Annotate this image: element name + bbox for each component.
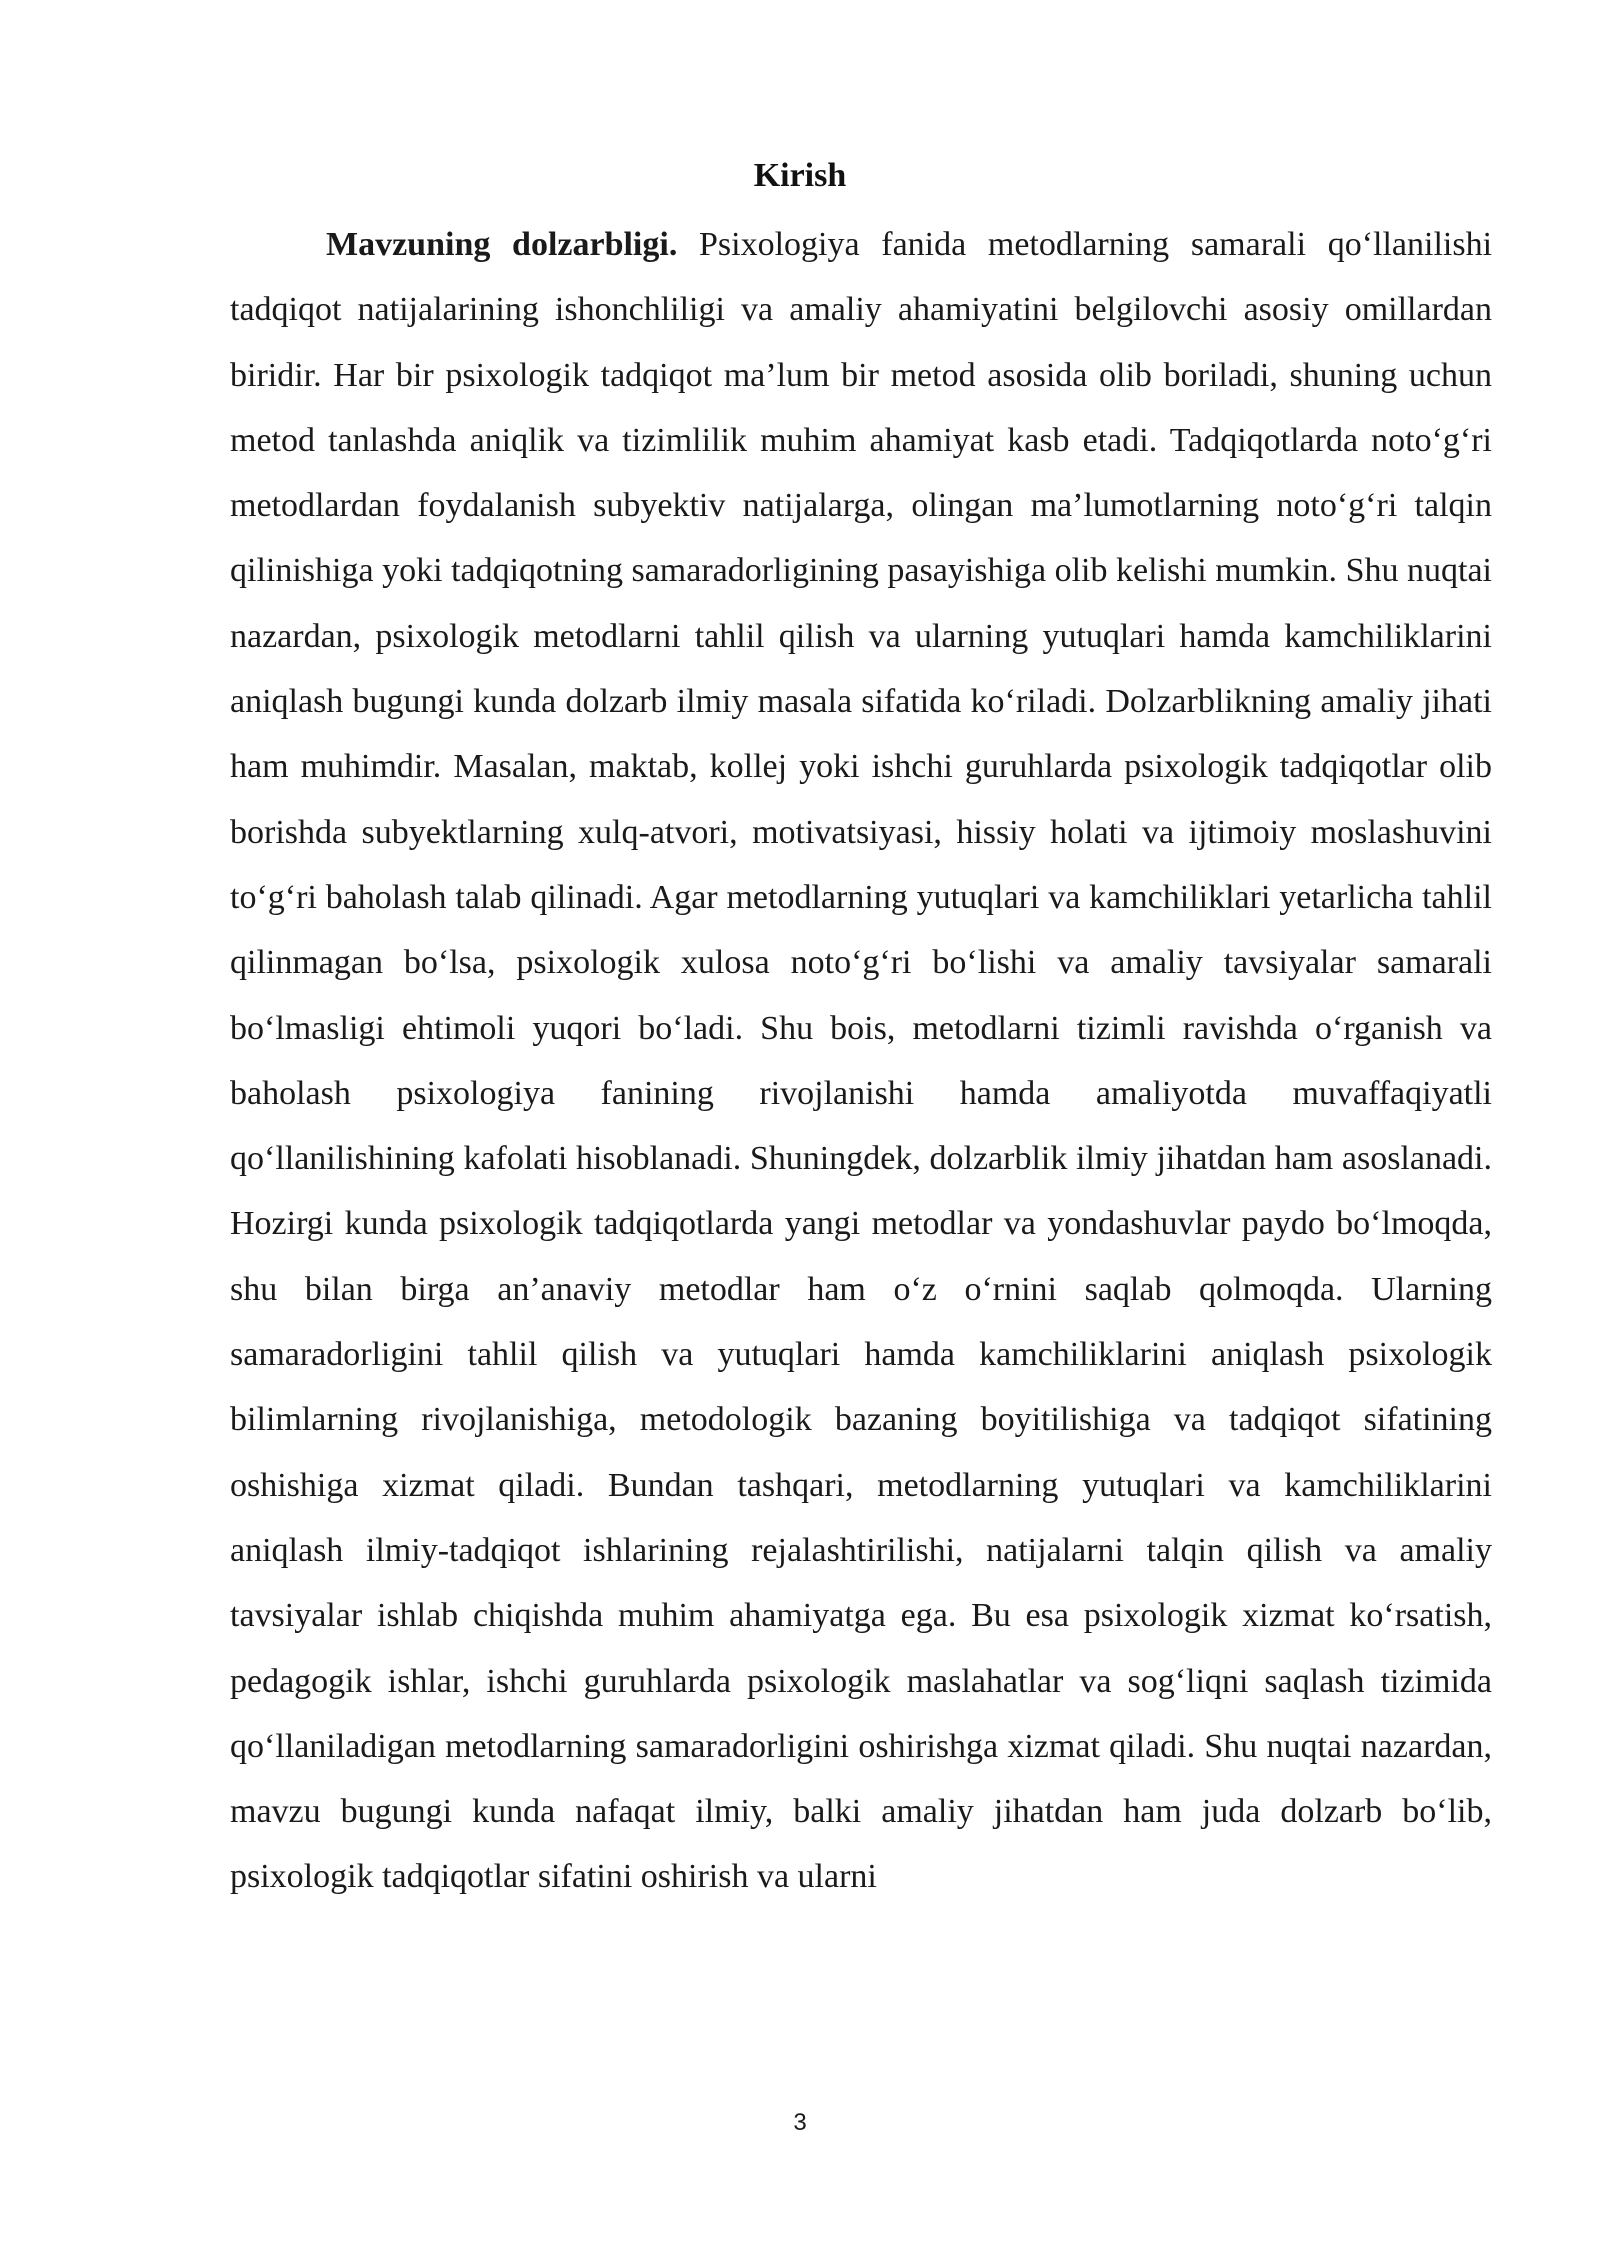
- page-number: 3: [793, 2109, 807, 2136]
- body-paragraph: [230, 212, 1492, 1910]
- paragraph-text: Psixologiya fanida metodlarning samarali qo‘llanilishi tadqiqot natijalarining ishonchliligi va amaliy ahamiyatini belgilovchi asosiy omillardan biridir. Har bir psixologik tadqiqot ma’lum bir metod asosida olib boriladi, shuning uchun metod tanlashda aniqlik va tizimlilik muhim ahamiyat kasb etadi. Tadqiqotlarda noto‘g‘ri metodlardan foydalanish subyektiv natijalarga, olingan ma’lumotlarning noto‘g‘ri talqin qilinishiga yoki tadqiqotning samaradorligining pasayishiga olib kelishi mumkin. Shu nuqtai nazardan, psixologik metodlarni tahlil qilish va ularning yutuqlari hamda kamchiliklarini aniqlash bugungi kunda dolzarb ilmiy masala sifatida ko‘riladi. Dolzarblikning amaliy jihati ham muhimdir. Masalan, maktab, kollej yoki ishchi guruhlarda psixologik tadqiqotlar olib borishda subyektlarning xulq-atvori, motivatsiyasi, hissiy holati va ijtimoiy moslashuvini to‘g‘ri baholash talab qilinadi. Agar metodlarning yutuqlari va kamchiliklari yetarlicha tahlil qilinmagan bo‘lsa, psixologik xulosa noto‘g‘ri bo‘lishi va amaliy tavsiyalar samarali bo‘lmasligi ehtimoli yuqori bo‘ladi. Shu bois, metodlarni tizimli ravishda o‘rganish va baholash psixologiya fanining rivojlanishi hamda amaliyotda muvaffaqiyatli qo‘llanilishining kafolati hisoblanadi. Shuningdek, dolzarblik ilmiy jihatdan ham asoslanadi. Hozirgi kunda psixologik tadqiqotlarda yangi metodlar va yondashuvlar paydo bo‘lmoqda, shu bilan birga an’anaviy metodlar ham o‘z o‘rnini saqlab qolmoqda. Ularning samaradorligini tahlil qilish va yutuqlari hamda kamchiliklarini aniqlash psixologik bilimlarning rivojlanishiga, metodologik bazaning boyitilishiga va tadqiqot sifatining oshishiga xizmat qiladi. Bundan tashqari, metodlarning yutuqlari va kamchiliklarini aniqlash ilmiy-tadqiqot ishlarining rejalashtirilishi, natijalarni talqin qilish va amaliy tavsiyalar ishlab chiqishda muhim ahamiyatga ega. Bu esa psixologik xizmat ko‘rsatish, pedagogik ishlar, ishchi guruhlarda psixologik maslahatlar va sog‘liqni saqlash tizimida qo‘llaniladigan metodlarning samaradorligini oshirishga xizmat qiladi. Shu nuqtai nazardan, mavzu bugungi kunda nafaqat ilmiy, balki amaliy jihatdan ham juda dolzarb bo‘lib, psixologik tadqiqotlar sifatini oshirish va ularni: [230, 226, 1493, 1896]
- paragraph-lead: Mavzuning dolzarbligi.: [326, 226, 678, 263]
- section-heading: Kirish: [753, 157, 847, 194]
